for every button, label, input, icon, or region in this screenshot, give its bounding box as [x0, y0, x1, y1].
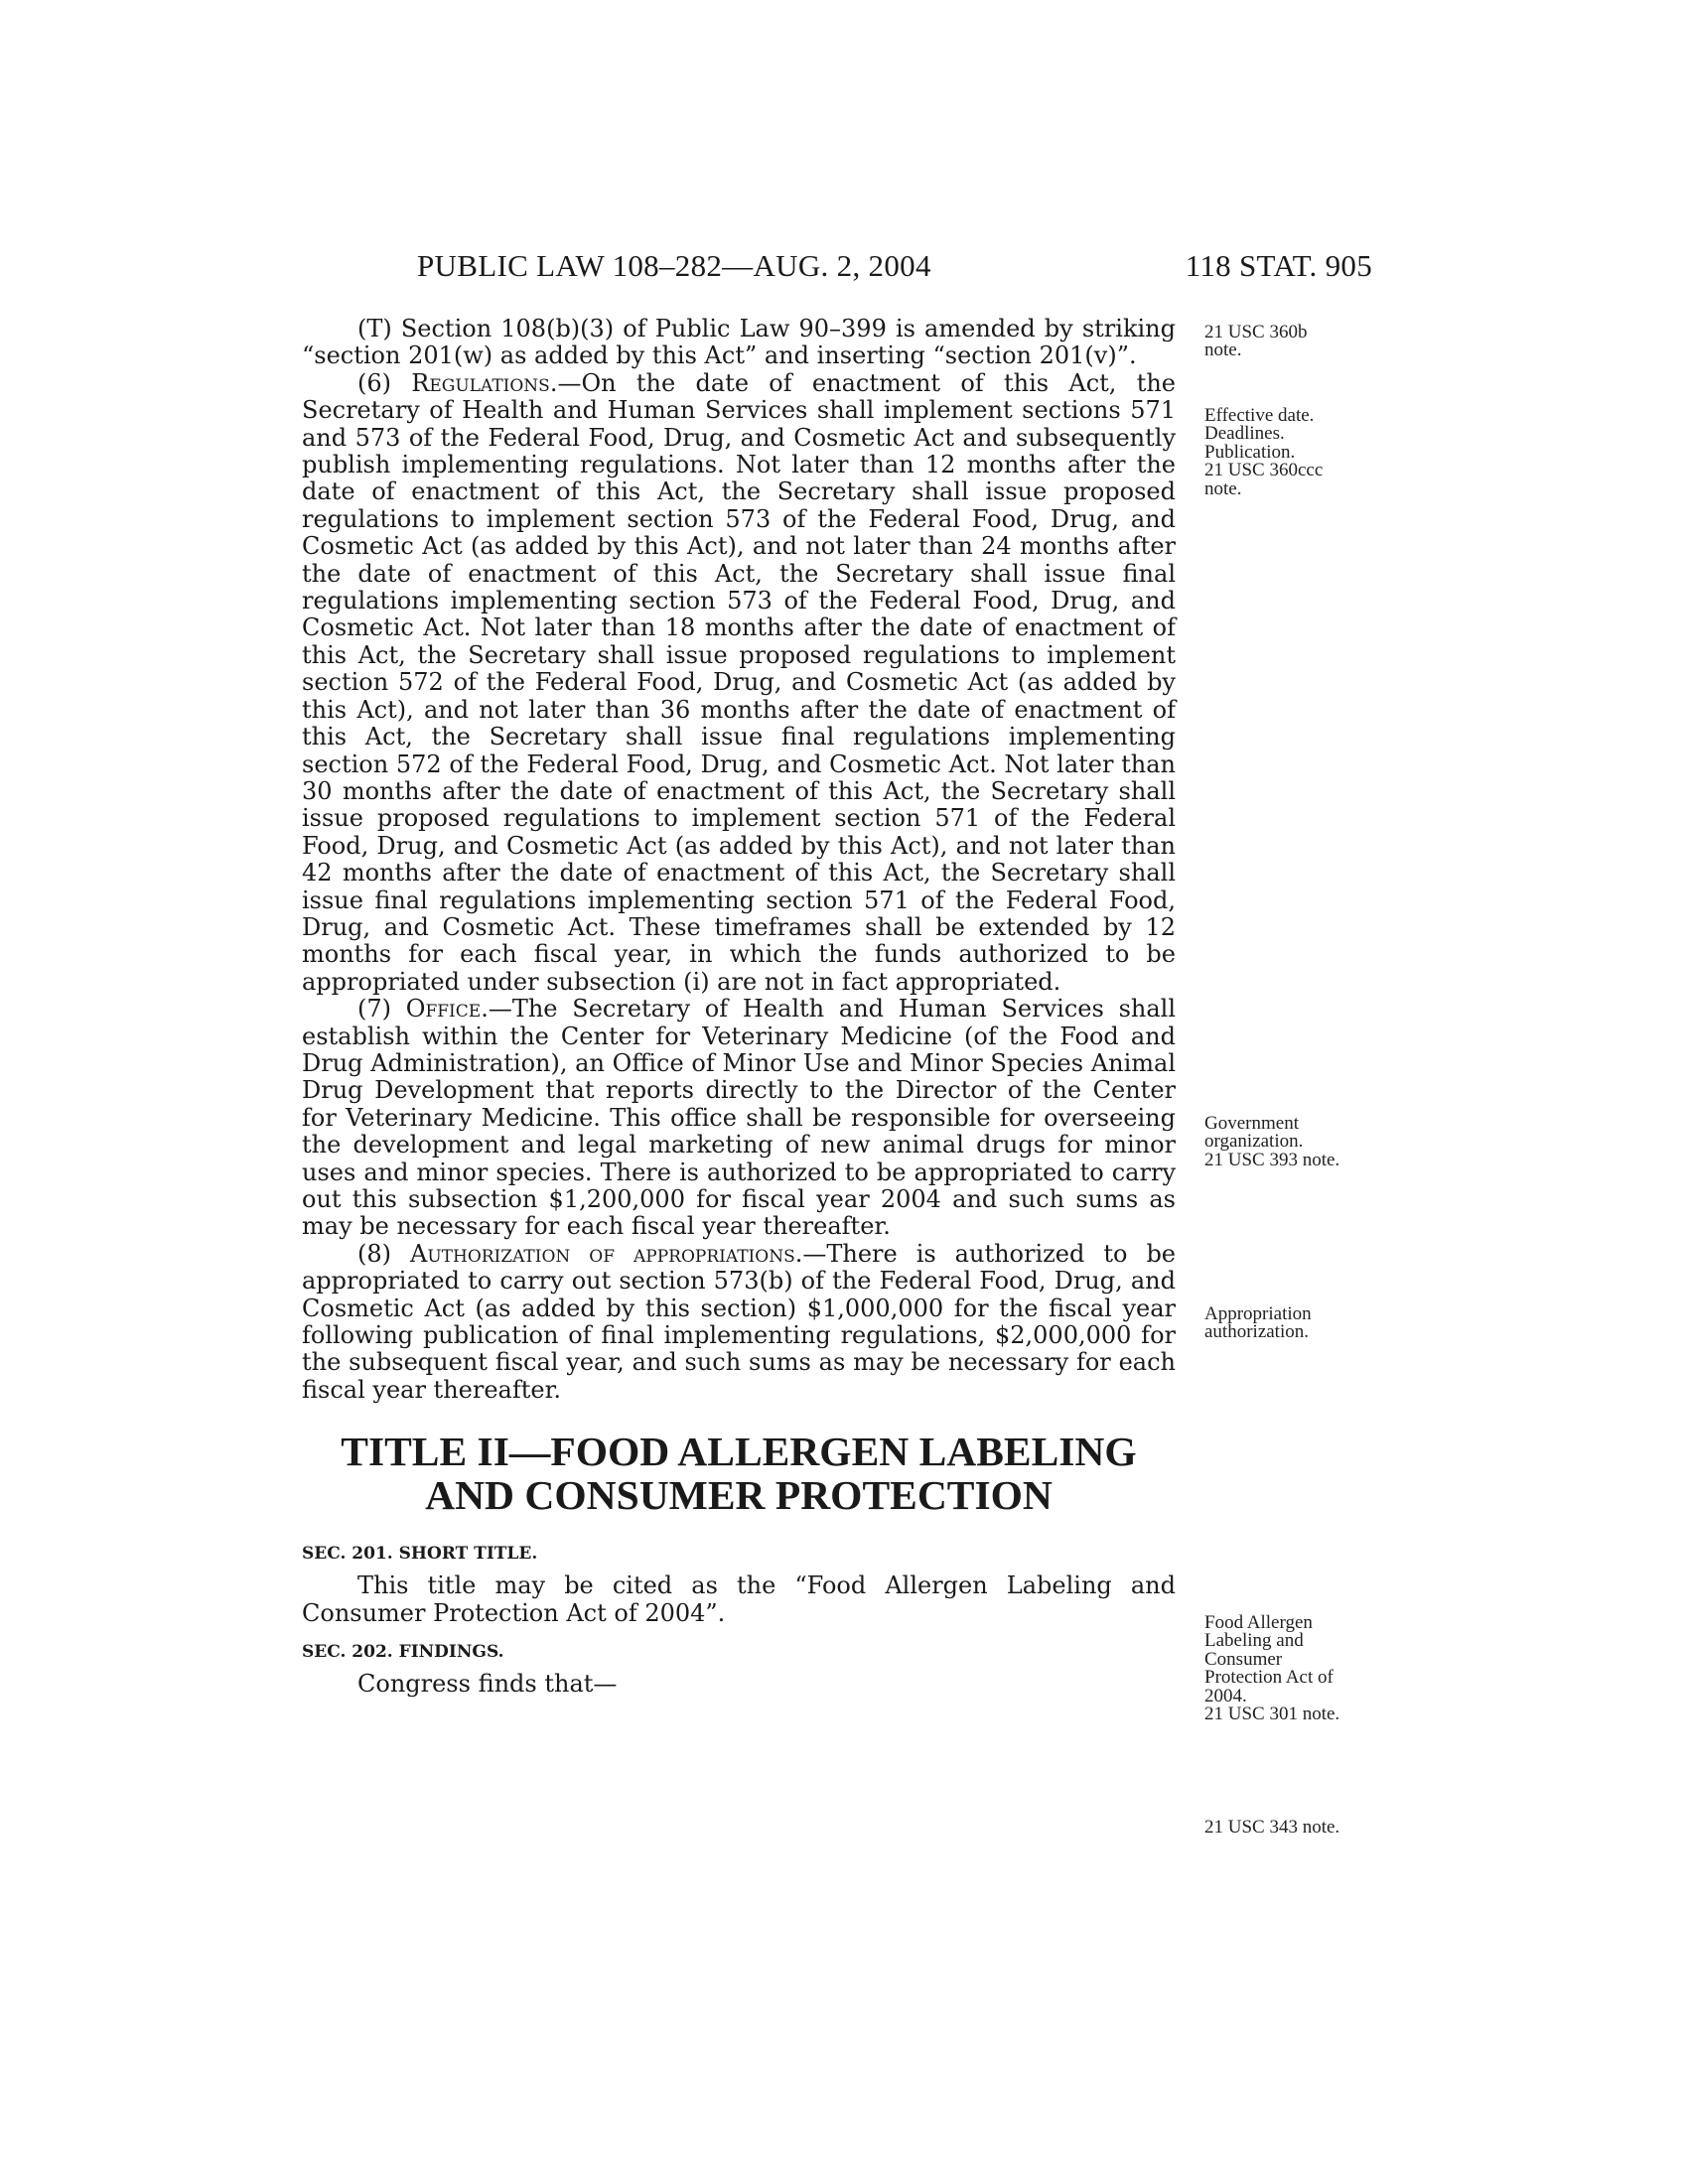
running-header-page-number: 118 STAT. 905	[1185, 248, 1372, 283]
running-header-left: PUBLIC LAW 108–282—AUG. 2, 2004	[417, 248, 931, 283]
paragraph-body: .—There is authorized to be appropriated to carry out section 573(b) of the Federal Food, Drug, and Cosmetic Act (as added by this section) $1,000,000 for the fiscal year following publication of final implementing regulations, $2,000,000 for the subsequent fiscal year, and such sums as may be necessary for each fiscal year thereafter.	[302, 1239, 1177, 1404]
section-201-heading: SEC. 201. SHORT TITLE.	[302, 1544, 538, 1565]
margin-note-government-organization: Government organization. 21 USC 393 note.	[1204, 1113, 1340, 1170]
margin-note-appropriation: Appropriation authorization.	[1204, 1303, 1312, 1343]
paragraph-authorization	[302, 1241, 1176, 1404]
paragraph-heading: Authorization of appropriations	[410, 1239, 795, 1268]
section-202-text: Congress finds that—	[357, 1670, 618, 1699]
paragraph-number: (8)	[357, 1239, 410, 1268]
section-201-text: This title may be cited as the “Food Allergen Labeling and Consumer Protection Act of 2004”.	[302, 1571, 1176, 1627]
margin-note-usc-343: 21 USC 343 note.	[1204, 1817, 1340, 1838]
paragraph-t: (T) Section 108(b)(3) of Public Law 90–399 is amended by striking “section 201(w) as added by this Act” and inserting “section 201(v)”.	[302, 315, 1176, 370]
main-text-column	[302, 316, 1176, 1698]
margin-note-food-allergen-act: Food Allergen Labeling and Consumer Protection Act of 2004. 21 USC 301 note.	[1204, 1612, 1340, 1725]
title-line-1: TITLE II—FOOD ALLERGEN LABELING	[341, 1429, 1137, 1475]
paragraph-office	[302, 996, 1176, 1241]
section-202-heading: SEC. 202. FINDINGS.	[302, 1642, 504, 1663]
title-line-2: AND CONSUMER PROTECTION	[425, 1472, 1053, 1519]
title-heading	[302, 1430, 1176, 1517]
paragraph-body: .—On the date of enactment of this Act, the Secretary of Health and Human Services shall implement sections 571 and 573 of the Federal Food, Drug, and Cosmetic Act and subsequently publish implementing regulations. Not later than 12 months after the date of enactment of this Act, the Secretary shall issue proposed regulations to implement section 573 of the Federal Food, Drug, and Cosmetic Act (as added by this Act), and not later than 24 months after the date of enactment of this Act, the Secretary shall issue final regulations implementing section 573 of the Federal Food, Drug, and Cosmetic Act. Not later than 18 months after the date of enactment of this Act, the Secretary shall issue proposed regulations to implement section 572 of the Federal Food, Drug, and Cosmetic Act (as added by this Act), and not later than 36 months after the date of enactment of this Act, the Secretary shall issue final regulations implementing section 572 of the Federal Food, Drug, and Cosmetic Act. Not later than 30 months after the date of enactment of this Act, the Secretary shall issue proposed regulations to implement section 571 of the Federal Food, Drug, and Cosmetic Act (as added by this Act), and not later than 42 months after the date of enactment of this Act, the Secretary shall issue final regulations implementing section 571 of the Federal Food, Drug, and Cosmetic Act. These timeframes shall be extended by 12 months for each fiscal year, in which the funds authorized to be appropriated under subsection (i) are not in fact appropriated.	[302, 368, 1177, 996]
paragraph-number: (7)	[357, 995, 406, 1024]
paragraph-heading: Office	[405, 995, 482, 1024]
paragraph-number: (6)	[357, 368, 412, 397]
paragraph-heading: Regulations	[411, 368, 550, 397]
paragraph-regulations	[302, 370, 1176, 996]
margin-note-usc-360b: 21 USC 360b note.	[1204, 322, 1308, 361]
margin-note-effective-date: Effective date. Deadlines. Publication. 21 USC 360ccc note.	[1204, 405, 1324, 499]
paragraph-body: .—The Secretary of Health and Human Services shall establish within the Center for Veterinary Medicine (of the Food and Drug Administration), an Office of Minor Use and Minor Species Animal Drug Development that reports directly to the Director of the Center for Veterinary Medicine. This office shall be responsible for overseeing the development and legal marketing of new animal drugs for minor uses and minor species. There is authorized to be appropriated to carry out this subsection $1,200,000 for fiscal year 2004 and such sums as may be necessary for each fiscal year thereafter.	[302, 995, 1177, 1241]
